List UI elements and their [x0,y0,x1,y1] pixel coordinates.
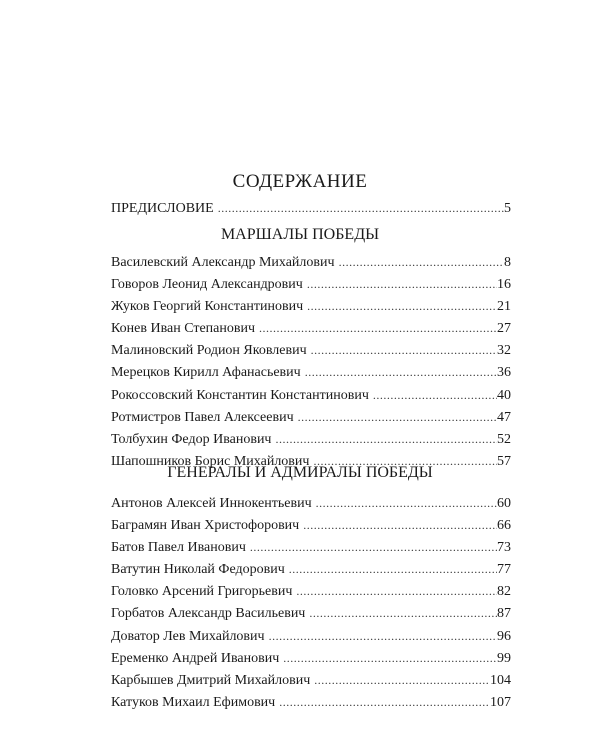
toc-entry-page: 82 [497,584,511,600]
toc-entry-name: ПРЕДИСЛОВИЕ [111,201,214,216]
dot-leader [275,428,497,450]
dot-leader [339,251,504,273]
toc-entry-page: 107 [490,694,511,710]
toc-entry[interactable] [111,428,511,450]
toc-entry-page: 104 [490,672,511,688]
toc-entry-name: Доватор Лев Михайлович [111,628,265,644]
dot-leader [309,602,497,624]
toc-entry-page: 21 [497,299,511,315]
dot-leader [296,580,497,602]
toc-entry[interactable] [111,384,511,406]
toc-entry-page: 8 [504,255,511,270]
dot-leader [279,691,490,713]
toc-entry[interactable] [111,317,511,339]
toc-entry-page: 60 [497,496,511,511]
toc-entry-name: Катуков Михаил Ефимович [111,694,276,710]
toc-entry-name: Головко Арсений Григорьевич [111,584,293,600]
toc-entry[interactable] [111,361,511,383]
dot-leader [259,317,497,339]
toc-entry[interactable] [111,602,511,624]
toc-entry[interactable] [111,251,511,273]
toc-entry-page: 5 [504,201,511,216]
toc-entry-name: Мерецков Кирилл Афанасьевич [111,365,301,381]
toc-entry[interactable] [111,625,511,647]
toc-entry-name: Конев Иван Степанович [111,321,256,337]
toc-entry-name: Василевский Александр Михайлович [111,255,335,270]
toc-entry-page: 52 [497,431,511,447]
dot-leader [303,514,497,536]
toc-entry[interactable] [111,514,511,536]
toc-entry[interactable] [111,669,511,691]
toc-entry-page: 99 [497,650,511,666]
dot-leader [269,625,497,647]
toc-entry-page: 16 [497,277,511,293]
toc-entry-page: 96 [497,628,511,644]
toc-entry[interactable] [111,339,511,361]
toc-entry[interactable] [111,647,511,669]
toc-entry-name: Горбатов Александр Васильевич [111,606,306,622]
toc-entry[interactable] [111,492,511,514]
toc-entry-page: 47 [497,409,511,425]
dot-leader [311,339,497,361]
toc-entry-page: 32 [497,343,511,359]
section-heading-generals: ГЕНЕРАЛЫ И АДМИРАЛЫ ПОБЕДЫ [167,464,433,481]
toc-entry-name: Ротмистров Павел Алексеевич [111,409,294,425]
toc-entry-name: Батов Павел Иванович [111,540,246,556]
dot-leader [307,273,497,295]
toc-entry[interactable] [111,406,511,428]
toc-entry-page: 66 [497,518,511,534]
toc-entry-name: Ватутин Николай Федорович [111,562,285,578]
dot-leader [373,384,497,406]
toc-entry-name: Говоров Леонид Александрович [111,277,303,293]
toc-entry-page: 57 [497,453,511,469]
toc-entry[interactable] [111,580,511,602]
toc-entry-name: Антонов Алексей Иннокентьевич [111,496,312,511]
dot-leader [283,647,497,669]
toc-preface-list [111,197,511,219]
toc-entry[interactable] [111,558,511,580]
dot-leader [250,536,497,558]
toc-list-marshals [111,251,511,472]
dot-leader [298,406,497,428]
toc-entry-page: 73 [497,540,511,556]
dot-leader [218,197,504,219]
toc-entry-name: Карбышев Дмитрий Михайлович [111,672,311,688]
toc-entry[interactable] [111,691,511,713]
dot-leader [289,558,497,580]
toc-entry-page: 27 [497,321,511,337]
toc-entry[interactable] [111,295,511,317]
dot-leader [314,669,490,691]
dot-leader [305,361,497,383]
toc-entry-name: Малиновский Родион Яковлевич [111,343,307,359]
toc-entry-name: Толбухин Федор Иванович [111,431,272,447]
toc-entry-name: Жуков Георгий Константинович [111,299,304,315]
toc-entry[interactable] [111,536,511,558]
toc-entry-page: 77 [497,562,511,578]
toc-entry-name: Баграмян Иван Христофорович [111,518,300,534]
toc-entry-name: Еременко Андрей Иванович [111,650,280,666]
dot-leader [316,492,497,514]
dot-leader [307,295,497,317]
toc-entry[interactable] [111,273,511,295]
toc-entry-page: 87 [497,606,511,622]
toc-entry-name: Рокоссовский Константин Константинович [111,387,369,403]
toc-entry-page: 36 [497,365,511,381]
toc-entry-page: 40 [497,387,511,403]
toc-entry-preface[interactable] [111,197,511,219]
section-heading-marshals: МАРШАЛЫ ПОБЕДЫ [220,226,380,243]
toc-entry-name: Шапошников Борис Михайлович [111,453,310,469]
page-title: СОДЕРЖАНИЕ [232,170,368,192]
toc-list-generals [111,492,511,713]
